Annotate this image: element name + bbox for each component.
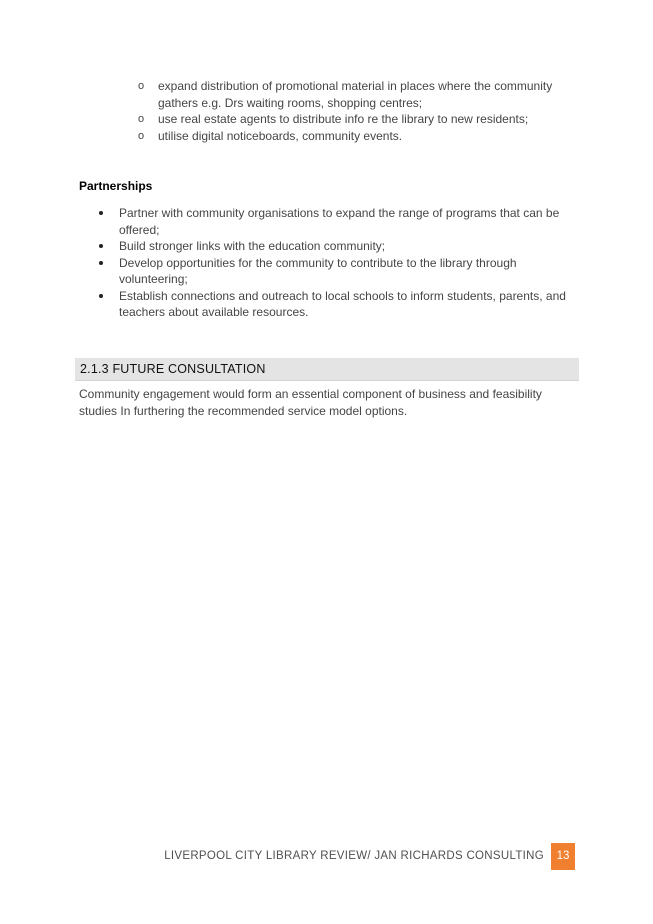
list-item [138,128,578,145]
list-item [97,255,577,288]
page-number-badge: 13 [551,843,575,870]
section-heading-bar [75,358,579,381]
list-item-text: Partner with community organisations to expand the range of programs that can be offered; [119,206,560,237]
bullet-icon [99,244,103,248]
partnerships-list [97,205,577,321]
bullet-icon [99,261,103,265]
hollow-bullet-icon: o [138,129,145,142]
promotion-sub-list [138,78,578,144]
footer-title: LIVERPOOL CITY LIBRARY REVIEW/ JAN RICHARDS CONSULTING [164,850,544,862]
hollow-bullet-icon: o [138,113,145,125]
bullet-icon [99,211,103,215]
list-item-text: use real estate agents to distribute info re the library to new residents; [158,112,529,126]
list-item-text: Develop opportunities for the community to contribute to the library through volunteering; [119,255,517,286]
section-body: Community engagement would form an essential component of business and feasibility studies In furthering the recommended service model options. [79,387,542,418]
list-item [97,288,577,321]
list-item-text: Establish connections and outreach to local schools to inform students, parents, and teachers about available resources. [119,288,566,319]
list-item [138,78,578,111]
list-item [138,111,578,128]
list-item-text: utilise digital noticeboards, community events. [158,128,403,143]
list-item [97,238,577,255]
bullet-icon [99,294,103,298]
hollow-bullet-icon: o [138,80,145,92]
list-item-text: expand distribution of promotional material in places where the community gathers e.g. Drs waiting rooms, shopping centres; [158,79,553,110]
section-title: 2.1.3 FUTURE CONSULTATION [80,362,266,376]
list-item-text: Build stronger links with the education community; [119,239,386,253]
list-item [97,205,577,238]
partnerships-heading: Partnerships [79,179,153,193]
